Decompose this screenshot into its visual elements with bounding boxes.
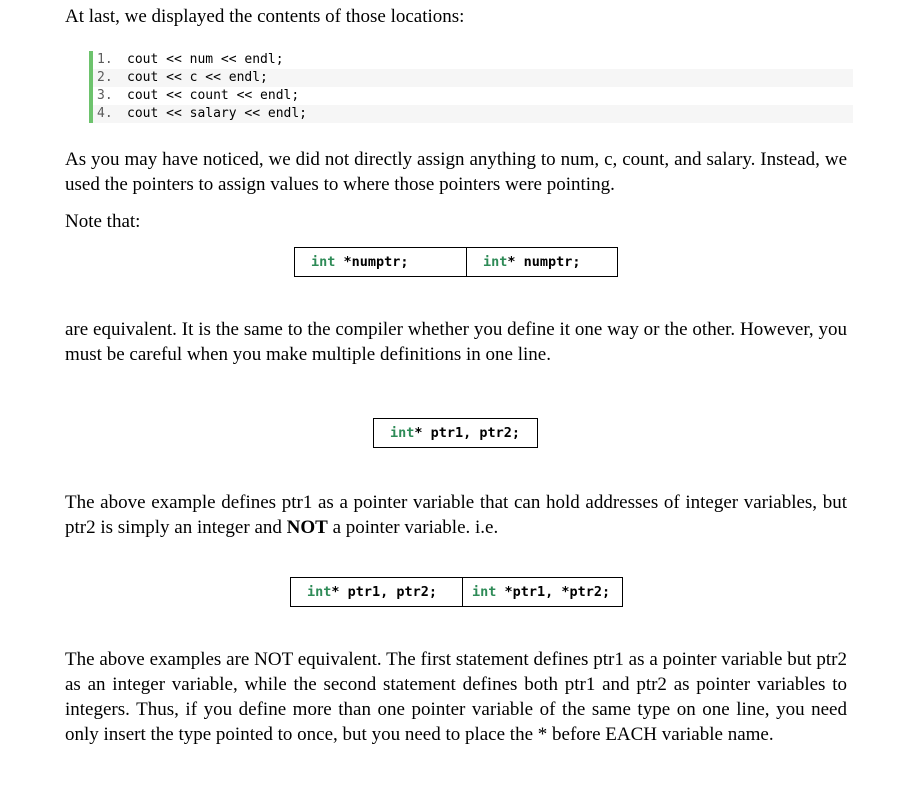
paragraph-text-before: The above example defines ptr1 as a pointer variable that can hold addresses of integer variables, but ptr2 is simply an integer and — [65, 492, 847, 538]
equivalence-table — [294, 247, 618, 277]
paragraph-equivalent: are equivalent. It is the same to the compiler whether you define it one way or the other. However, you must be careful when you make multiple definitions in one line. — [65, 319, 847, 365]
code-cell-left — [295, 248, 466, 276]
code-line — [93, 105, 853, 123]
paragraph-text-after: a pointer variable. i.e. — [327, 517, 499, 538]
line-number: 1. — [97, 52, 113, 67]
line-code: cout << c << endl; — [127, 70, 268, 85]
line-code: cout << num << endl; — [127, 52, 284, 67]
code-listing — [89, 51, 853, 123]
multi-definition-box — [373, 418, 538, 448]
note-label: Note that: — [65, 211, 141, 232]
code-cell-left — [291, 578, 462, 606]
keyword-int: int — [307, 584, 332, 600]
line-number: 2. — [97, 70, 113, 85]
intro-text: At last, we displayed the contents of those locations: — [65, 6, 465, 27]
line-number: 3. — [97, 88, 113, 103]
keyword-int: int — [390, 425, 415, 441]
paragraph-pointers-assign: As you may have noticed, we did not directly assign anything to num, c, count, and salary. Instead, we used the pointers to assign values to where those pointers were pointing. — [65, 149, 847, 195]
declaration-rest: * ptr1, ptr2; — [414, 425, 521, 441]
code-line — [93, 51, 853, 69]
code-cell-right — [462, 578, 622, 606]
code-line — [93, 69, 853, 87]
keyword-int: int — [483, 254, 508, 270]
keyword-int: int — [311, 254, 336, 270]
line-code: cout << count << endl; — [127, 88, 300, 103]
declaration-rest: * ptr1, ptr2; — [331, 584, 438, 600]
code-cell-right — [466, 248, 617, 276]
line-code: cout << salary << endl; — [127, 106, 308, 121]
code-cell-single — [374, 419, 537, 447]
comparison-table — [290, 577, 623, 607]
declaration-rest: * numptr; — [507, 254, 581, 270]
declaration-rest: *numptr; — [335, 254, 409, 270]
paragraph-not-equivalent: The above examples are NOT equivalent. The first statement defines ptr1 as a pointer variable but ptr2 as an integer variable, while the second statement defines both ptr1 and ptr2 as pointer variables to integers. Thus, if you define more than one pointer variable of the same type on one line, you need only insert the type pointed to once, but you need to place the * before EACH variable name. — [65, 649, 847, 745]
declaration-rest: *ptr1, *ptr2; — [496, 584, 611, 600]
emphasis-not: NOT — [286, 517, 328, 538]
paragraph-ptr-example — [65, 490, 847, 540]
keyword-int: int — [472, 584, 497, 600]
code-line — [93, 87, 853, 105]
line-number: 4. — [97, 106, 113, 121]
